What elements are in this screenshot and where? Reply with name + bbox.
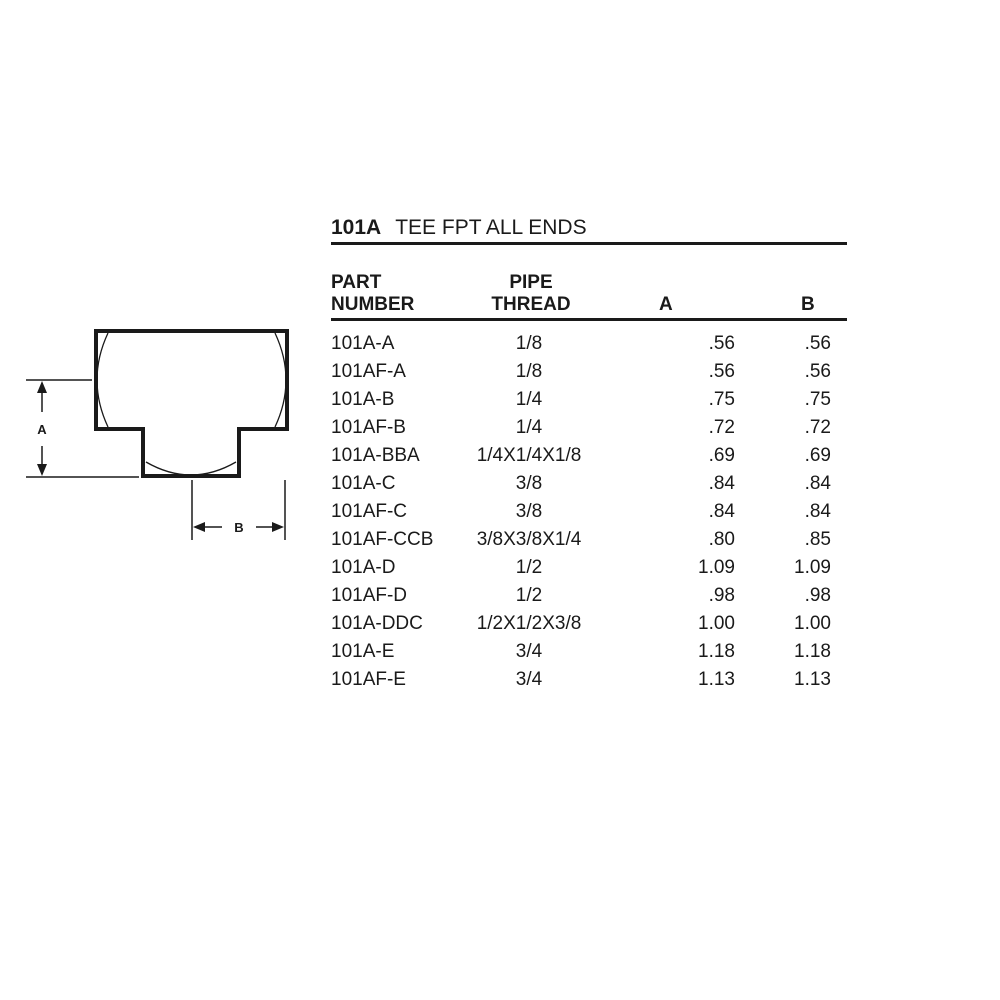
- dimension-a-cell: 1.09: [698, 557, 735, 578]
- dim-b-arrow-right: [272, 522, 284, 532]
- part-number-cell: 101AF-C: [331, 501, 408, 522]
- header-divider: [331, 318, 847, 321]
- product-code: 101A: [331, 216, 382, 239]
- dimension-a-cell: .80: [708, 529, 735, 550]
- bore-arc-left: [97, 333, 108, 427]
- bore-arc-bottom: [146, 462, 236, 475]
- part-number-cell: 101A-E: [331, 641, 395, 662]
- table-row: [331, 528, 847, 556]
- dimension-b-cell: .56: [804, 361, 831, 382]
- pipe-thread-cell: 1/4X1/4X1/8: [476, 445, 582, 466]
- table-row: [331, 640, 847, 668]
- dimension-b-cell: .84: [804, 473, 831, 494]
- dimension-a-cell: .56: [708, 361, 735, 382]
- header-pipe-thread: PIPE THREAD: [491, 272, 571, 315]
- pipe-thread-cell: 3/4: [515, 669, 543, 690]
- header-part-number: PART NUMBER: [331, 272, 415, 315]
- pipe-thread-cell: 3/4: [515, 641, 543, 662]
- pipe-thread-cell: 3/8X3/8X1/4: [476, 529, 582, 550]
- product-title: [331, 215, 847, 241]
- dimension-b-cell: .72: [804, 417, 831, 438]
- pipe-thread-cell: 1/2: [515, 585, 543, 606]
- dim-a-label: A: [37, 422, 47, 437]
- part-number-cell: 101A-C: [331, 473, 396, 494]
- dimension-a-cell: .84: [708, 473, 735, 494]
- header-a: A: [659, 294, 673, 315]
- pipe-thread-cell: 3/8: [515, 473, 543, 494]
- table-row: [331, 556, 847, 584]
- dim-a-arrow-down: [37, 464, 47, 476]
- dim-b-arrow-left: [193, 522, 205, 532]
- dimension-a-cell: .56: [708, 333, 735, 354]
- dimension-a-cell: 1.18: [698, 641, 735, 662]
- dimension-b-cell: 1.18: [794, 641, 831, 662]
- pipe-thread-cell: 1/2: [515, 557, 543, 578]
- part-number-cell: 101AF-E: [331, 669, 406, 690]
- table-row: [331, 332, 847, 360]
- dimension-a-cell: .98: [708, 585, 735, 606]
- dim-b-label: B: [234, 520, 244, 535]
- product-description: TEE FPT ALL ENDS: [395, 216, 587, 239]
- part-number-cell: 101AF-A: [331, 361, 406, 382]
- dimension-b-cell: 1.09: [794, 557, 831, 578]
- table-row: [331, 388, 847, 416]
- table-row: [331, 668, 847, 696]
- dimension-b-cell: .98: [804, 585, 831, 606]
- pipe-thread-cell: 1/4: [515, 417, 543, 438]
- table-row: [331, 584, 847, 612]
- dimension-b-cell: 1.13: [794, 669, 831, 690]
- part-number-cell: 101AF-CCB: [331, 529, 434, 550]
- part-number-cell: 101A-A: [331, 333, 395, 354]
- dimension-b-cell: .69: [804, 445, 831, 466]
- table-header: [331, 272, 847, 316]
- dim-a-arrow-up: [37, 381, 47, 393]
- part-number-cell: 101A-D: [331, 557, 396, 578]
- part-number-cell: 101A-BBA: [331, 445, 420, 466]
- tee-outline: [96, 331, 287, 476]
- pipe-thread-cell: 1/8: [515, 333, 543, 354]
- table-row: [331, 472, 847, 500]
- table-row: [331, 500, 847, 528]
- dimension-a-cell: .69: [708, 445, 735, 466]
- part-number-cell: 101A-B: [331, 389, 395, 410]
- bore-arc-right: [275, 333, 286, 427]
- dimension-b-cell: 1.00: [794, 613, 831, 634]
- dimension-a-cell: .84: [708, 501, 735, 522]
- pipe-thread-cell: 1/8: [515, 361, 543, 382]
- parts-table-body: [331, 332, 847, 696]
- dimension-a-cell: 1.13: [698, 669, 735, 690]
- pipe-thread-cell: 1/4: [515, 389, 543, 410]
- title-divider: [331, 242, 847, 245]
- dimension-b-cell: .85: [804, 529, 831, 550]
- pipe-thread-cell: 1/2X1/2X3/8: [476, 613, 582, 634]
- table-row: [331, 444, 847, 472]
- part-number-cell: 101AF-B: [331, 417, 406, 438]
- table-row: [331, 612, 847, 640]
- table-row: [331, 360, 847, 388]
- part-number-cell: 101A-DDC: [331, 613, 423, 634]
- dimension-a-cell: .75: [708, 389, 735, 410]
- dimension-b-cell: .84: [804, 501, 831, 522]
- dimension-a-cell: 1.00: [698, 613, 735, 634]
- dimension-a-cell: .72: [708, 417, 735, 438]
- header-b: B: [801, 294, 815, 315]
- dimension-b-cell: .56: [804, 333, 831, 354]
- table-row: [331, 416, 847, 444]
- pipe-thread-cell: 3/8: [515, 501, 543, 522]
- part-number-cell: 101AF-D: [331, 585, 408, 606]
- dimension-b-cell: .75: [804, 389, 831, 410]
